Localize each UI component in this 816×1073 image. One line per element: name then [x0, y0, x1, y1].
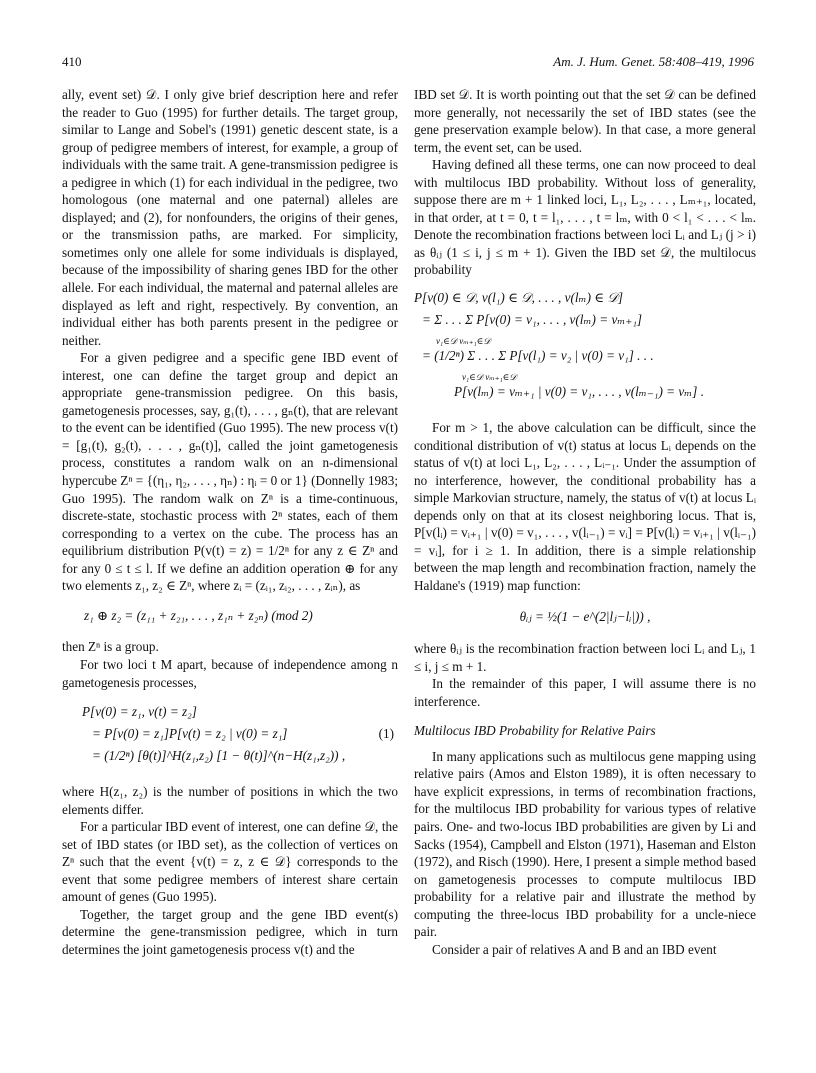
page-number: 410: [62, 54, 82, 69]
left-column: [62, 86, 398, 959]
equation-subscript: v₁∈𝒟 vₘ₊₁∈𝒟: [462, 372, 517, 383]
equation-line: P[v(0) ∈ 𝒟, v(l₁) ∈ 𝒟, . . . , v(lₘ) ∈ 𝒟]: [414, 290, 624, 306]
paragraph: For m > 1, the above calculation can be difficult, since the conditional distribution of v(t) status at locus Lᵢ depends on the status of v(t) at loci L₁, L₂, . . . , Lᵢ₋₁. Under the assumption of no interference, however, the conditional probability has a simple Markovian structure, namely, the status of v(t) at locus Lᵢ depends only on that at its closest neighboring locus. That is, P[v(lᵢ) = vᵢ₊₁ | v(0) = v₁, . . . , v(lᵢ₋₁) = vᵢ] = P[v(lᵢ) = vᵢ₊₁ | v(lᵢ₋₁) = vᵢ], for i ≥ 1. In addition, there is a simple relationship between the map length and recombination fraction, namely the Haldane's (1919) map function:: [414, 420, 756, 593]
paragraph: Together, the target group and the gene IBD event(s) determine the gene-transmission pedigree, which in turn determines the joint gametogenesis process v(t) and the: [62, 906, 398, 957]
paragraph: where θᵢⱼ is the recombination fraction between loci Lᵢ and Lⱼ, 1 ≤ i, j ≤ m + 1.: [414, 641, 756, 674]
paragraph: For a given pedigree and a specific gene IBD event of interest, one can define the target group and depict an appropriate gene-transmission pedigree. On this basis, gametogenesis processes, say, g₁(t), . . . , gₙ(t), that are relevant to the event can be identified (Guo 1995). The new process v(t) = [g₁(t), g₂(t), . . . , gₙ(t)], called the joint gametogenesis process, constitutes a random walk on an n-dimensional hypercube Zⁿ = {(η₁, η₂, . . . , ηₙ) : ηᵢ = 0 or 1} (Donnelly 1983; Guo 1995). The random walk on Zⁿ is a time-continuous, discrete-state, stochastic process with 2ⁿ states, each of them corresponding to a vertex on the cube. The process has an equilibrium distribution P(v(t) = z) = 1/2ⁿ for any z ∈ Zⁿ and for any 0 ≤ t ≤ l. If we define an addition operation ⊕ for any two elements z₁, z₂ ∈ Zⁿ, where zᵢ = (zᵢ₁, zᵢ₂, . . . , zᵢₙ), as: [62, 350, 398, 594]
paragraph: then Zⁿ is a group.: [62, 639, 159, 655]
equation-line: = Σ . . . Σ P[v(0) = v₁, . . . , v(lₘ) = vₘ₊₁]: [422, 312, 643, 328]
section-heading: Multilocus IBD Probability for Relative Pairs: [414, 723, 656, 739]
paragraph: Consider a pair of relatives A and B and an IBD event: [432, 941, 717, 957]
paragraph: For a particular IBD event of interest, one can define 𝒟, the set of IBD states (or IBD set), as the collection of vertices on Zⁿ such that the event {v(t) = z, z ∈ 𝒟} corresponds to the event that some pedigree members of interest share certain amount of genes (Guo 1995).: [62, 819, 398, 905]
paragraph: In many applications such as multilocus gene mapping using relative pairs (Amos and Elston 1989), it is often necessary to have explicit expressions, in terms of recombination fractions, for the multilocus IBD probability for various types of relative pairs. One- and two-locus IBD probabilities are given by Li and Sacks (1954), Campbell and Elston (1971), Haseman and Elston (1972), and Risch (1990). Here, I present a simple method based on gametogenesis processes to compute multilocus IBD probability for a relative pair and illustrate the method by computing the three-locus IBD probability for a uncle-niece pair.: [414, 748, 756, 940]
paragraph: where H(z₁, z₂) is the number of positions in which the two elements differ.: [62, 784, 398, 817]
equation-line: = (1/2ⁿ) [θ(t)]^H(z₁,z₂) [1 − θ(t)]^(n−H(z₁,z₂)) ,: [92, 748, 346, 764]
equation-multilocus: [414, 289, 756, 405]
equation-1: [82, 703, 398, 769]
paragraph: Having defined all these terms, one can now proceed to deal with multilocus IBD probability. Without loss of generality, suppose there are m + 1 linked loci, L₁, L₂, . . . , Lₘ₊₁, located, in that order, at t = 0, t = l₁, . . . , t = lₘ, with 0 < l₁ < . . . < lₘ. Denote the recombination fractions between loci Lᵢ and Lⱼ (j > i) as θᵢⱼ (1 ≤ i, j ≤ m + 1). Given the IBD set 𝒟, the multilocus probability: [414, 157, 756, 278]
paragraph: ally, event set) 𝒟. I only give brief description here and refer the reader to Guo (1995) for further details. The target group, similar to Lange and Sobel's (1991) genetic descent state, is a group of pedigree members of interest, for example, a group of individuals with the same trait. A gene-transmission pedigree is a pedigree in which (1) for each individual in the pedigree, two homologous (one maternal and one paternal) alleles are displayed; and (2), for nonfounders, the origins of their genes, or the transmission paths, are marked. For simplicity, sometimes only one allele for some individuals is displayed, because of the impossibility of sharing genes IBD for the other allele. For each individual, the maternal and paternal alleles are displayed as left and right, respectively. By convention, an individual either has both parents present in the pedigree or neither.: [62, 87, 398, 348]
right-column: [414, 86, 756, 958]
equation-number: (1): [378, 726, 394, 742]
paragraph: IBD set 𝒟. It is worth pointing out that the set 𝒟 can be defined more generally, not necessarily the set of IBD states (see the gene preservation example below). In that case, a more general term, the event set, can be used.: [414, 87, 756, 155]
equation-line: = (1/2ⁿ) Σ . . . Σ P[v(l₁) = v₂ | v(0) = v₁] . . .: [422, 348, 654, 364]
equation-line: P[v(0) = z₁, v(t) = z₂]: [82, 704, 197, 720]
journal-citation: Am. J. Hum. Genet. 58:408–419, 1996: [553, 54, 754, 69]
equation-line: P[v(lₘ) = vₘ₊₁ | v(0) = v₁, . . . , v(lₘ₋₁) = vₘ] .: [454, 384, 704, 400]
paragraph: In the remainder of this paper, I will assume there is no interference.: [414, 676, 756, 709]
equation-haldane: θᵢⱼ = ½(1 − e^(2|lⱼ−lᵢ|)) ,: [519, 609, 651, 625]
equation-text: = P[v(0) = z₁]P[v(t) = z₂ | v(0) = z₁]: [92, 726, 288, 742]
paragraph: For two loci t M apart, because of independence among n gametogenesis processes,: [62, 656, 398, 690]
page-header: [0, 54, 816, 74]
equation-line: [82, 725, 398, 747]
equation-addition: z₁ ⊕ z₂ = (z₁₁ + z₂₁, . . . , z₁ₙ + z₂ₙ) (mod 2): [84, 607, 313, 623]
equation-subscript: v₁∈𝒟 vₘ₊₁∈𝒟: [436, 336, 491, 347]
